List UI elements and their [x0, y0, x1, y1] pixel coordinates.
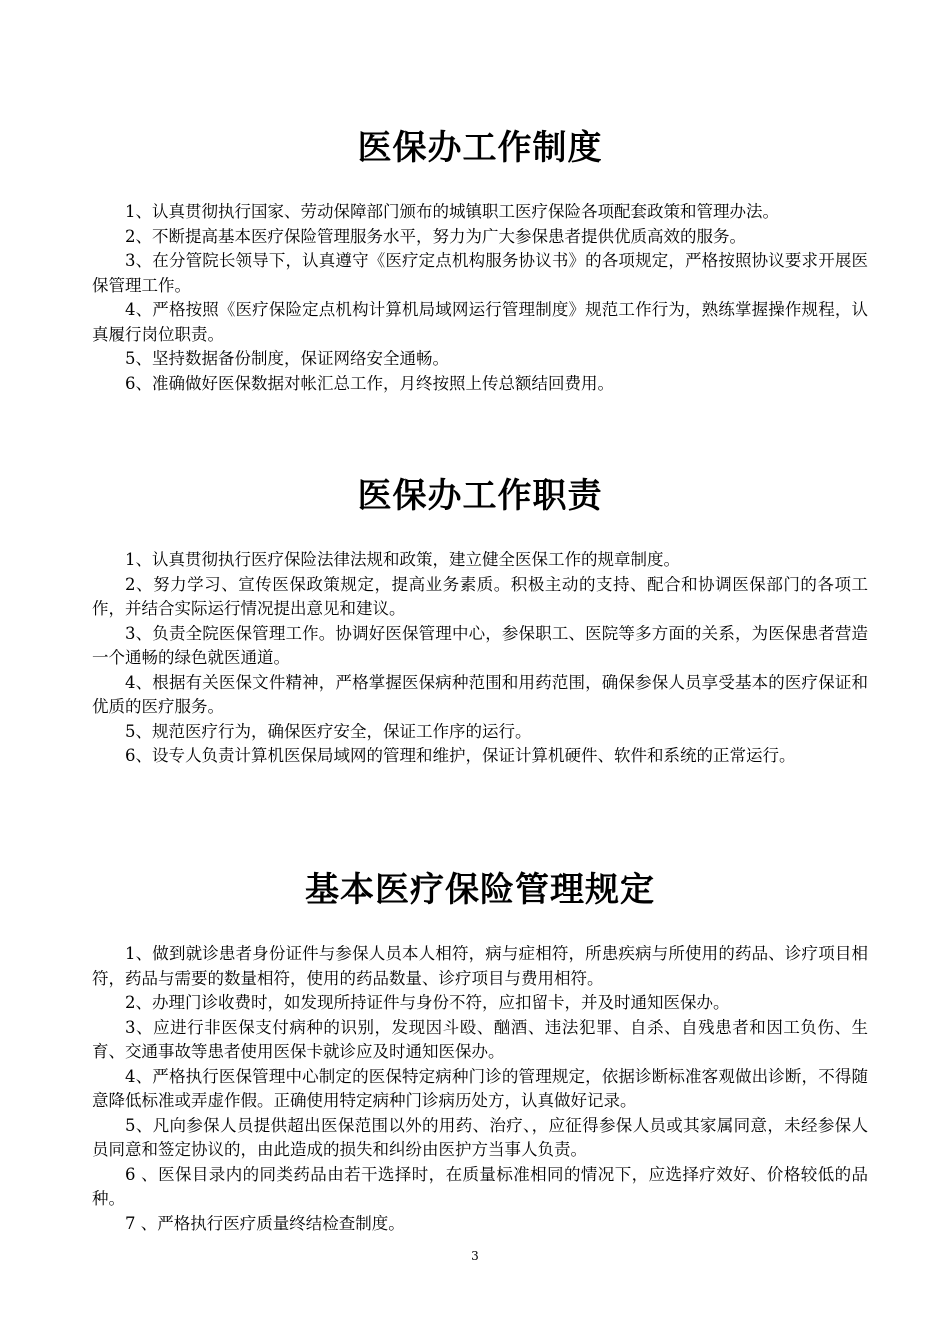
- page-number: 3: [471, 1249, 479, 1263]
- paragraph: 1、做到就诊患者身份证件与参保人员本人相符，病与症相符，所患疾病与所使用的药品、诊疗项目相符，药品与需要的数量相符，使用的药品数量、诊疗项目与费用相符。: [92, 944, 868, 988]
- section-title: 基本医疗保险管理规定: [305, 870, 655, 910]
- paragraph: 1、认真贯彻执行国家、劳动保障部门颁布的城镇职工医疗保险各项配套政策和管理办法。: [125, 202, 779, 221]
- section-insurance-regulations: [92, 868, 868, 1236]
- section-work-system: [92, 126, 868, 396]
- paragraph: 6、设专人负责计算机医保局域网的管理和维护，保证计算机硬件、软件和系统的正常运行。: [125, 746, 796, 765]
- paragraph: 6 、医保目录内的同类药品由若干选择时，在质量标准相同的情况下，应选择疗效好、价格较低的品种。: [92, 1164, 868, 1208]
- paragraph: 1、认真贯彻执行医疗保险法律法规和政策，建立健全医保工作的规章制度。: [125, 550, 680, 569]
- paragraph: 4、严格按照《医疗保险定点机构计算机局域网运行管理制度》规范工作行为，熟练掌握操作规程，认真履行岗位职责。: [92, 300, 868, 344]
- paragraph: 5、规范医疗行为，确保医疗安全，保证工作序的运行。: [125, 721, 532, 741]
- paragraph: 2、不断提高基本医疗保险管理服务水平，努力为广大参保患者提供优质高效的服务。: [125, 226, 746, 246]
- paragraph: 4、根据有关医保文件精神，严格掌握医保病种范围和用药范围，确保参保人员享受基本的医疗保证和优质的医疗服务。: [92, 672, 868, 716]
- paragraph: 2、努力学习、宣传医保政策规定，提高业务素质。积极主动的支持、配合和协调医保部门的各项工作，并结合实际运行情况提出意见和建议。: [92, 574, 868, 618]
- paragraph: 6、准确做好医保数据对帐汇总工作，月终按照上传总额结回费用。: [125, 373, 614, 393]
- paragraph: 4、严格执行医保管理中心制定的医保特定病种门诊的管理规定，依据诊断标准客观做出诊断，不得随意降低标准或弄虚作假。正确使用特定病种门诊病历处方，认真做好记录。: [92, 1066, 868, 1110]
- paragraph: 3、应进行非医保支付病种的识别，发现因斗殴、酗酒、违法犯罪、自杀、自残患者和因工负伤、生育、交通事故等患者使用医保卡就诊应及时通知医保办。: [92, 1017, 868, 1061]
- paragraph: 5、凡向参保人员提供超出医保范围以外的用药、治疗、，应征得参保人员或其家属同意，未经参保人员同意和签定协议的，由此造成的损失和纠纷由医护方当事人负责。: [92, 1115, 868, 1159]
- section-title: 医保办工作制度: [357, 128, 603, 168]
- paragraph: 5、坚持数据备份制度，保证网络安全通畅。: [125, 349, 449, 368]
- paragraph: 3、在分管院长领导下，认真遵守《医疗定点机构服务协议书》的各项规定，严格按照协议要求开展医保管理工作。: [92, 251, 868, 295]
- paragraph: 2、办理门诊收费时，如发现所持证件与身份不符，应扣留卡，并及时通知医保办。: [125, 993, 730, 1012]
- paragraph: 7 、严格执行医疗质量终结检查制度。: [125, 1213, 405, 1233]
- section-title: 医保办工作职责: [357, 476, 603, 516]
- paragraph: 3、负责全院医保管理工作。协调好医保管理中心，参保职工、医院等多方面的关系，为医保患者营造一个通畅的绿色就医通道。: [92, 623, 868, 667]
- section-work-duties: [92, 474, 868, 769]
